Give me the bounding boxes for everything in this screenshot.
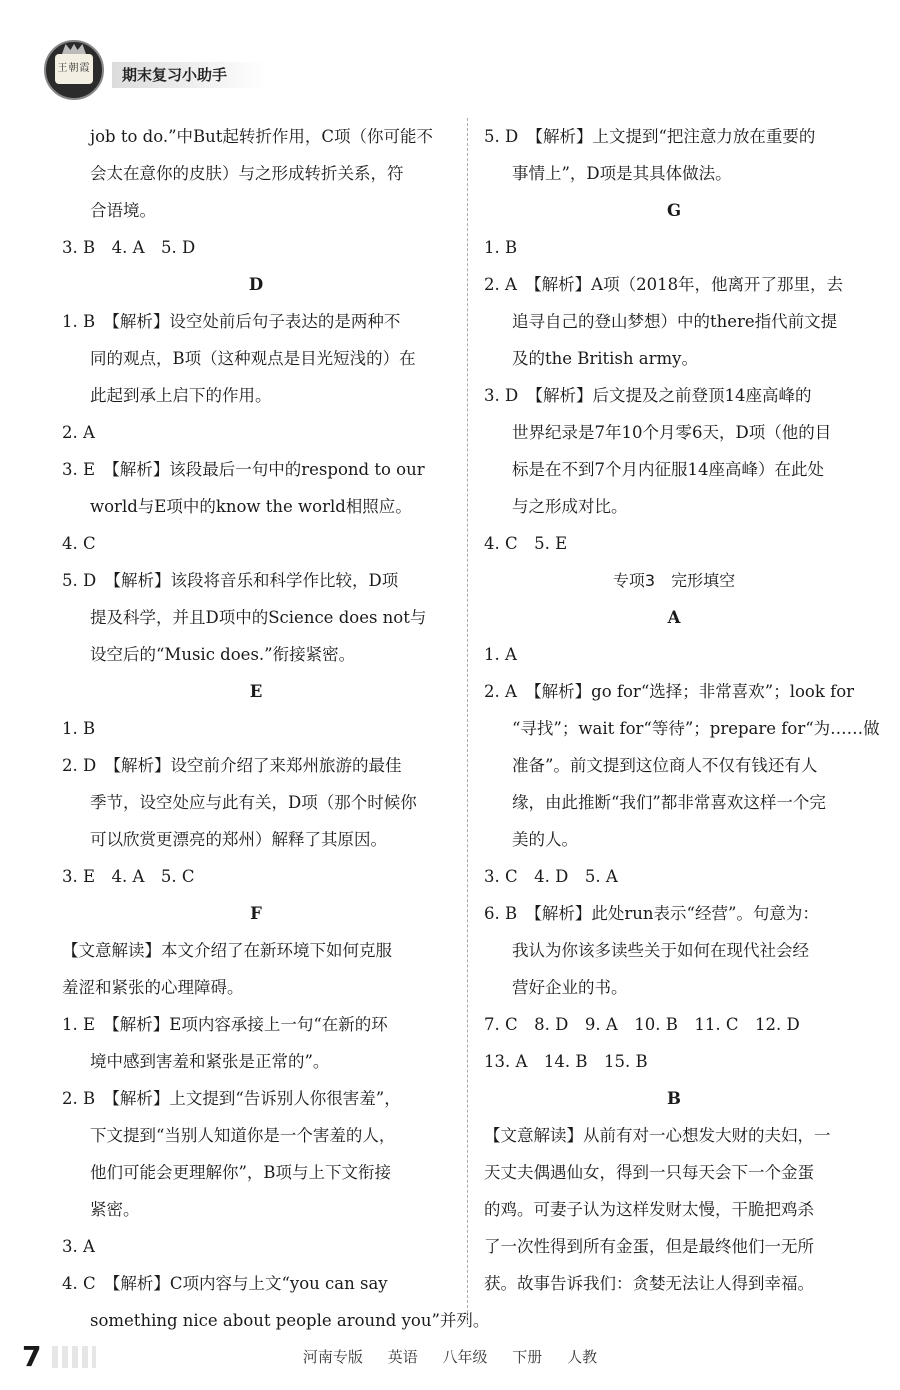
- column-divider: [467, 118, 468, 1323]
- answer-line: 了一次性得到所有金蛋，但是最终他们一无所: [484, 1237, 814, 1256]
- page-number: 7: [22, 1340, 42, 1373]
- answer-line: 1. B: [62, 719, 96, 738]
- answer-line: 紧密。: [90, 1200, 140, 1219]
- answer-line: 2. A 【解析】A项（2018年，他离开了那里，去: [484, 275, 844, 294]
- footer-publisher: 人教: [567, 1348, 598, 1366]
- answer-line: 4. C 5. E: [484, 534, 568, 553]
- answer-line: 下文提到“当别人知道你是一个害羞的人，: [90, 1126, 396, 1145]
- answer-line: 标是在不到7个月内征服14座高峰）在此处: [512, 460, 824, 479]
- answer-line: 追寻自己的登山梦想）中的there指代前文提: [512, 312, 838, 331]
- answer-line: 3. E 【解析】该段最后一句中的respond to our: [62, 460, 425, 479]
- answer-line: 与之形成对比。: [512, 497, 628, 516]
- topic-heading: 专项3 完形填空: [612, 571, 736, 590]
- answer-line: 【文意解读】本文介绍了在新环境下如何克服: [62, 941, 392, 960]
- answer-line: 2. A: [62, 423, 95, 442]
- answer-line: something nice about people around you”并列。: [90, 1311, 490, 1330]
- answer-line: 同的观点，B项（这种观点是目光短浅的）在: [90, 349, 416, 368]
- answer-line: 季节，设空处应与此有关，D项（那个时候你: [90, 793, 417, 812]
- answer-line: 及的the British army。: [512, 349, 698, 368]
- answer-line: “寻找”；wait for“等待”；prepare for“为……做: [512, 719, 880, 738]
- answer-line: 美的人。: [512, 830, 578, 849]
- answer-line: 此起到承上启下的作用。: [90, 386, 272, 405]
- footer-info: [0, 1346, 900, 1367]
- answer-line: 境中感到害羞和紧张是正常的”。: [90, 1052, 330, 1071]
- section-heading: D: [248, 275, 264, 294]
- answer-line: 6. B 【解析】此处run表示“经营”。句意为：: [484, 904, 819, 923]
- answer-line: 获。故事告诉我们：贪婪无法让人得到幸福。: [484, 1274, 814, 1293]
- left-column: [62, 118, 490, 1339]
- answer-line: 3. C 4. D 5. A: [484, 867, 618, 886]
- footer-grade: 八年级: [442, 1348, 488, 1366]
- answer-line: 【文意解读】从前有对一心想发大财的夫妇，一: [484, 1126, 831, 1145]
- answer-line: 1. B: [484, 238, 518, 257]
- answer-line: 我认为你该多读些关于如何在现代社会经: [512, 941, 809, 960]
- section-heading: B: [667, 1089, 681, 1108]
- footer-volume: 下册: [512, 1348, 543, 1366]
- section-heading: A: [667, 608, 681, 627]
- answer-line: 世界纪录是7年10个月零6天，D项（他的目: [512, 423, 832, 442]
- page-header: [44, 40, 344, 100]
- logo-emblem: 王朝霞: [55, 54, 93, 84]
- answer-line: 2. A 【解析】go for“选择；非常喜欢”；look for: [484, 682, 855, 701]
- answer-line: 1. B 【解析】设空处前后句子表达的是两种不: [62, 312, 401, 331]
- answer-line: 3. E 4. A 5. C: [62, 867, 195, 886]
- answer-line: 1. E 【解析】E项内容承接上一句“在新的环: [62, 1015, 388, 1034]
- answer-line: 会太在意你的皮肤）与之形成转折关系，符: [90, 164, 404, 183]
- header-title: 期末复习小助手: [112, 62, 267, 88]
- answer-line: 事情上”，D项是其具体做法。: [512, 164, 732, 183]
- answer-line: 1. A: [484, 645, 517, 664]
- answer-line: 缘，由此推断“我们”都非常喜欢这样一个完: [512, 793, 826, 812]
- right-column: [484, 118, 880, 1302]
- answer-line: 3. B 4. A 5. D: [62, 238, 196, 257]
- answer-line: 可以欣赏更漂亮的郑州）解释了其原因。: [90, 830, 387, 849]
- answer-line: 13. A 14. B 15. B: [484, 1052, 648, 1071]
- answer-line: 天丈夫偶遇仙女，得到一只每天会下一个金蛋: [484, 1163, 814, 1182]
- answer-line: 提及科学，并且D项中的Science does not与: [90, 608, 427, 627]
- answer-line: job to do.”中But起转折作用，C项（你可能不: [90, 127, 434, 146]
- answer-line: 2. B 【解析】上文提到“告诉别人你很害羞”，: [62, 1089, 401, 1108]
- answer-line: 合语境。: [90, 201, 156, 220]
- answer-line: 7. C 8. D 9. A 10. B 11. C 12. D: [484, 1015, 800, 1034]
- answer-line: 5. D 【解析】该段将音乐和科学作比较，D项: [62, 571, 399, 590]
- answer-line: 3. A: [62, 1237, 95, 1256]
- answer-line: 营好企业的书。: [512, 978, 628, 997]
- answer-line: 准备”。前文提到这位商人不仅有钱还有人: [512, 756, 818, 775]
- answer-line: 的鸡。可妻子认为这样发财太慢，干脆把鸡杀: [484, 1200, 814, 1219]
- answer-line: 羞涩和紧张的心理障碍。: [62, 978, 244, 997]
- answer-line: 2. D 【解析】设空前介绍了来郑州旅游的最佳: [62, 756, 402, 775]
- answer-line: 4. C: [62, 534, 96, 553]
- answer-line: 5. D 【解析】上文提到“把注意力放在重要的: [484, 127, 816, 146]
- answer-line: world与E项中的know the world相照应。: [90, 497, 412, 516]
- answer-line: 4. C 【解析】C项内容与上文“you can say: [62, 1274, 388, 1293]
- footer-subject: 英语: [387, 1348, 418, 1366]
- footer-edition: 河南专版: [302, 1348, 363, 1366]
- answer-line: 他们可能会更理解你”，B项与上下文衔接: [90, 1163, 392, 1182]
- section-heading: E: [249, 682, 263, 701]
- answer-line: 设空后的“Music does.”衔接紧密。: [90, 645, 356, 664]
- section-heading: F: [250, 904, 262, 923]
- publisher-logo: [44, 40, 104, 100]
- answer-line: 3. D 【解析】后文提及之前登顶14座高峰的: [484, 386, 812, 405]
- crown-icon: [62, 44, 86, 54]
- section-heading: G: [666, 201, 682, 220]
